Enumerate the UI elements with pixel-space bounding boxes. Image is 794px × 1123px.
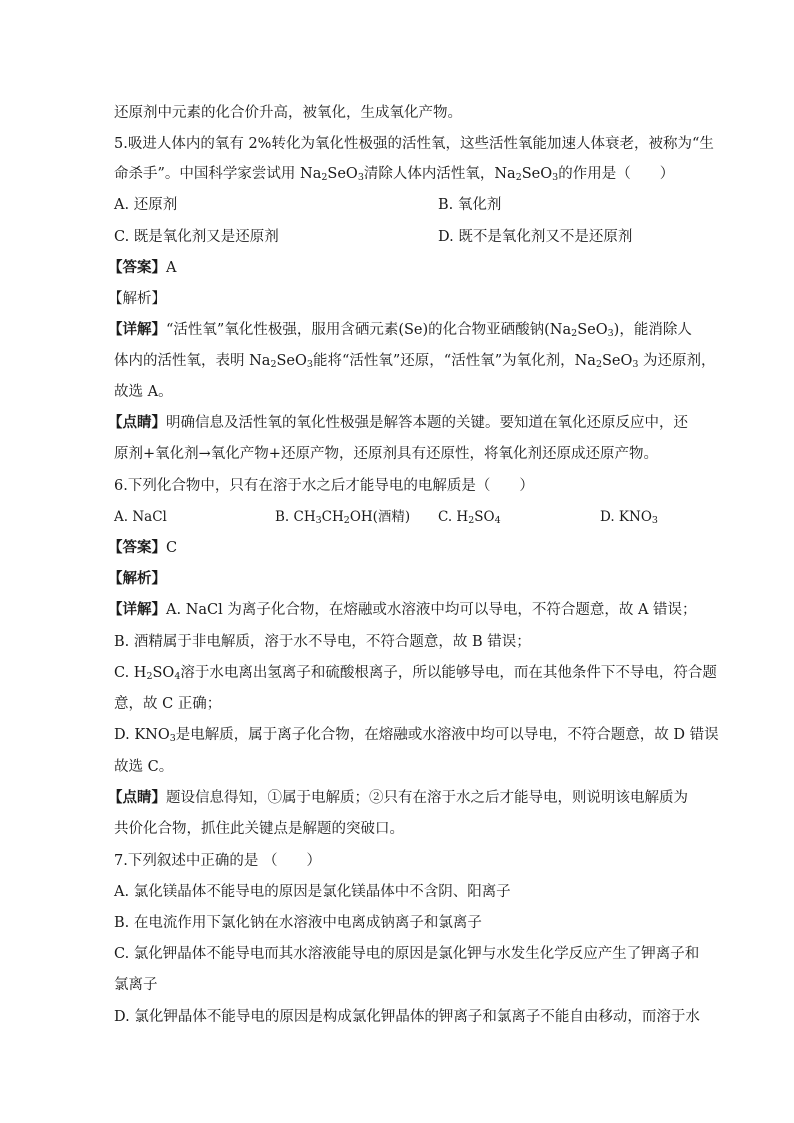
explanation-line: D. $KNO_3$是电解质，属于离子化合物，在熔融或水溶液中均可以导电，不符合题意，故 D 错误 — [114, 727, 719, 744]
option-b: B. 氧化剂 — [438, 197, 502, 213]
explanation-line: 故选 C。 — [114, 759, 174, 775]
option-b: B. $CH_3CH_2OH$(酒精) — [275, 509, 411, 526]
option-d: D. $KNO_3$ — [600, 509, 658, 526]
option-c-cont: 氯离子 — [114, 977, 158, 993]
key-point-line: 共价化合物，抓住此关键点是解题的突破口。 — [114, 821, 404, 837]
question-5-stem: 5.吸进人体内的氧有 2%转化为氧化性极强的活性氧，这些活性氧能加速人体衰老，被称为“生 — [114, 136, 714, 152]
option-a: A. 氯化镁晶体不能导电的原因是氯化镁晶体中不含阴、阳离子 — [114, 884, 511, 900]
option-b: B. 在电流作用下氯化钠在水溶液中电离成钠离子和氯离子 — [114, 915, 482, 931]
answer-line: 【答案】C — [108, 539, 178, 556]
explanation-line: 【详解】A. NaCl 为离子化合物，在熔融或水溶液中均可以导电，不符合题意，故 A 错误； — [108, 601, 697, 618]
question-5-stem-cont: 命杀手”。中国科学家尝试用 $Na_2SeO_3$清除人体内活性氧，$Na_2SeO_3$的作用是（ ） — [114, 166, 675, 183]
option-a: A. NaCl — [114, 509, 167, 525]
explanation-line: C. $H_2SO_4$溶于水电离出氢离子和硫酸根离子，所以能够导电，而在其他条件下不导电，符合题 — [114, 665, 717, 682]
explanation-line: B. 酒精属于非电解质，溶于水不导电，不符合题意，故 B 错误； — [114, 634, 531, 650]
explanation-line: 故选 A。 — [114, 384, 173, 400]
option-c: C. 既是氧化剂又是还原剂 — [114, 229, 279, 245]
text-line: 还原剂中元素的化合价升高，被氧化，生成氧化产物。 — [114, 105, 462, 121]
option-d: D. 氯化钾晶体不能导电的原因是构成氯化钾晶体的钾离子和氯离子不能自由移动，而溶于水 — [114, 1009, 700, 1025]
key-point-line: 原剂+氧化剂→氧化产物+还原产物，还原剂具有还原性，将氧化剂还原成还原产物。 — [114, 446, 658, 462]
option-d: D. 既不是氧化剂又不是还原剂 — [438, 229, 633, 245]
explanation-line: 意，故 C 正确； — [114, 696, 222, 712]
explanation-line: 【详解】“活性氧”氧化性极强，服用含硒元素(Se)的化合物亚硒酸钠$(Na_2SeO_3)$，能消除人 — [108, 321, 692, 339]
option-a: A. 还原剂 — [114, 197, 178, 213]
answer-line: 【答案】A — [108, 259, 177, 276]
option-c: C. $H_2SO_4$ — [438, 509, 501, 526]
key-point-line: 【点睛】明确信息及活性氧的氧化性极强是解答本题的关键。要知道在氧化还原反应中，还 — [108, 414, 688, 431]
analysis-heading: 【解析】 — [108, 570, 166, 587]
explanation-line: 体内的活性氧，表明 $Na_2SeO_3$能将“活性氧”还原，“活性氧”为氧化剂，$Na_2SeO_3$ 为还原剂， — [114, 353, 716, 370]
question-7-stem: 7.下列叙述中正确的是 （ ） — [114, 853, 321, 869]
key-point-line: 【点睛】题设信息得知，①属于电解质；②只有在溶于水之后才能导电，则说明该电解质为 — [108, 789, 688, 806]
option-c: C. 氯化钾晶体不能导电而其水溶液能导电的原因是氯化钾与水发生化学反应产生了钾离子和 — [114, 946, 700, 962]
question-6-stem: 6.下列化合物中，只有在溶于水之后才能导电的电解质是（ ） — [114, 478, 534, 494]
analysis-heading: 【解析】 — [108, 291, 166, 307]
